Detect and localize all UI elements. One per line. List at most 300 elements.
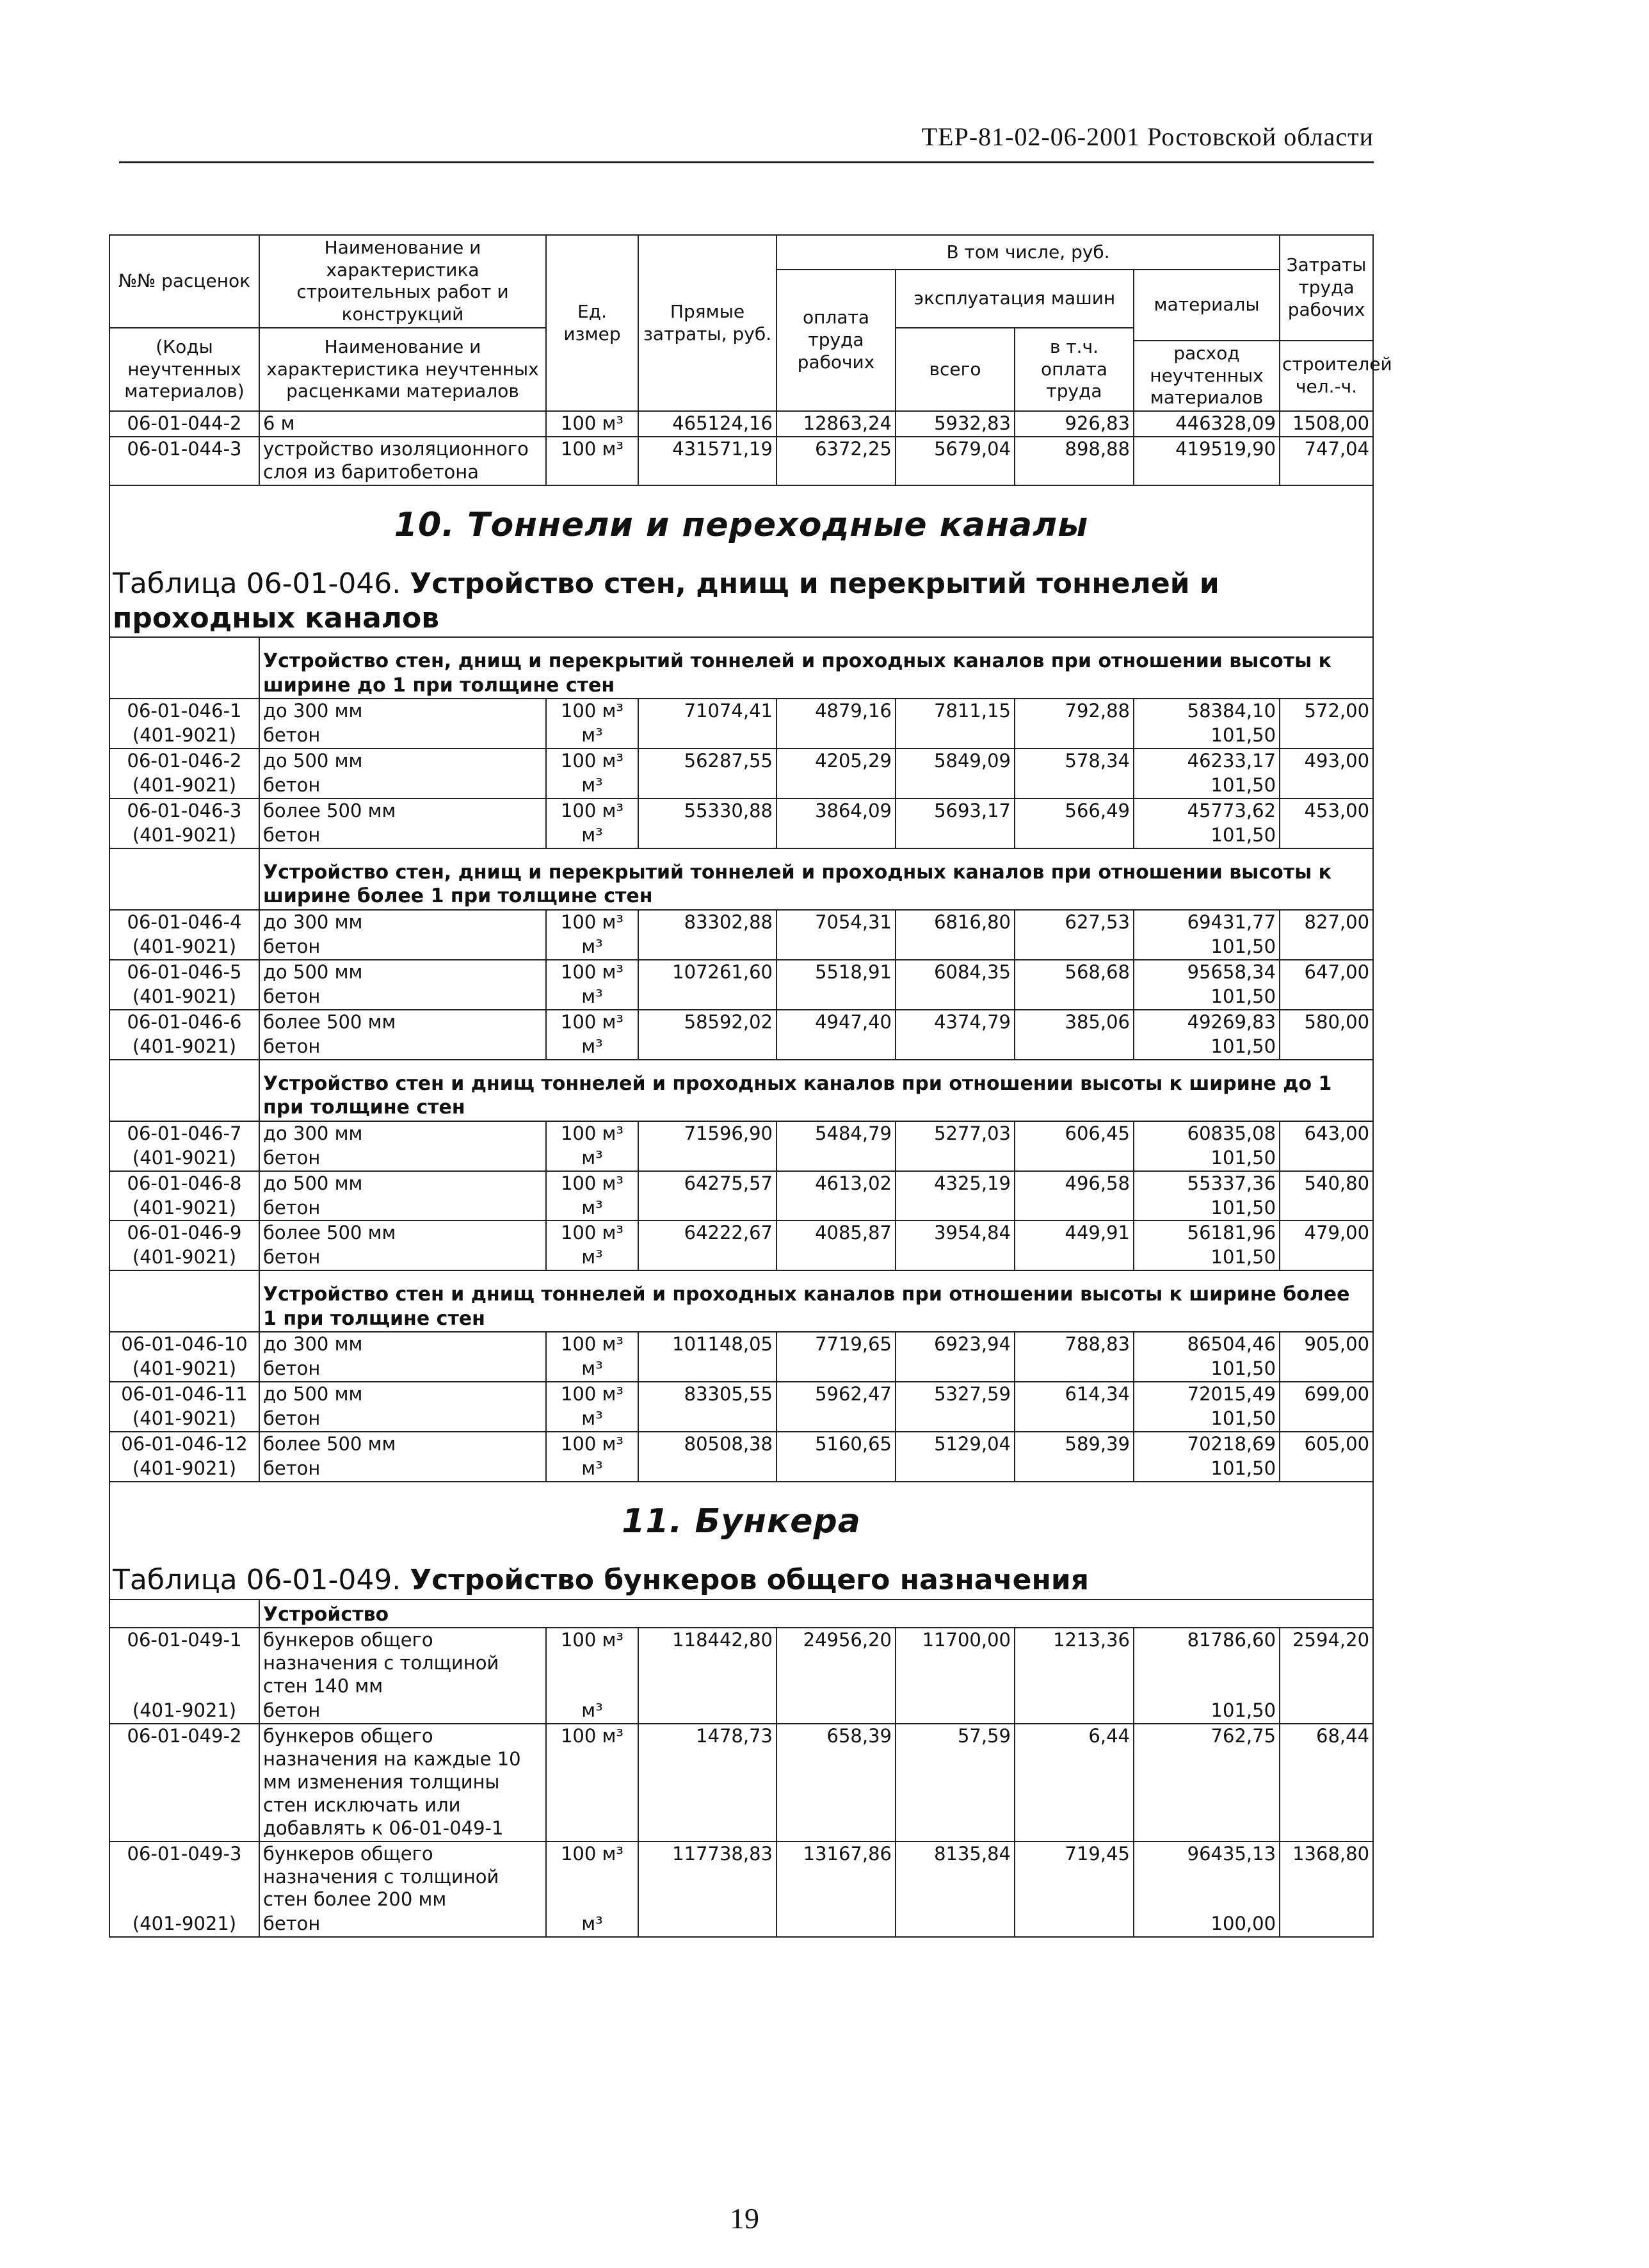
rate-machines-total: 3954,84 [896, 1220, 1015, 1245]
material-unit: м³ [546, 1245, 638, 1270]
rate-labor-pay: 3864,09 [776, 798, 896, 823]
material-unit: м³ [546, 724, 638, 749]
rate-name: до 300 мм [259, 910, 546, 935]
rate-machines-labor: 606,45 [1015, 1121, 1134, 1146]
rate-code: 06-01-046-8 [109, 1171, 259, 1196]
empty-cell [1015, 935, 1134, 960]
rate-code: 06-01-046-7 [109, 1121, 259, 1146]
rate-materials: 81786,60 [1134, 1628, 1280, 1699]
rate-name: бункеров общего назначения на каждые 10 мм изменения толщины стен исключать или добавлять к 06-01-049-1 [259, 1724, 546, 1842]
table-name: Устройство стен, днищ и перекрытий тоннелей и проходных каналов [113, 567, 1219, 635]
empty-cell [638, 1357, 776, 1382]
rate-direct-cost: 83305,55 [638, 1382, 776, 1407]
empty-cell [1280, 1457, 1373, 1482]
rate-machines-labor: 719,45 [1015, 1842, 1134, 1913]
rate-direct-cost: 58592,02 [638, 1010, 776, 1035]
rate-machines-labor: 788,83 [1015, 1332, 1134, 1357]
col-code2-header: (Коды неучтенных материалов) [109, 328, 259, 411]
col-name-header: Наименование и характеристика строительных работ и конструкций [259, 235, 546, 328]
rate-machines-total: 4325,19 [896, 1171, 1015, 1196]
rate-labor-hours: 493,00 [1280, 749, 1373, 774]
group-heading: Устройство стен, днищ и перекрытий тоннелей и проходных каналов при отношении высоты к ширине до 1 при толщине стен [259, 637, 1373, 699]
material-row [109, 1357, 1373, 1382]
group-heading-row [109, 848, 1373, 910]
material-code: (401-9021) [109, 1146, 259, 1171]
rate-machines-total: 4374,79 [896, 1010, 1015, 1035]
empty-cell [638, 1035, 776, 1060]
empty-cell [1280, 823, 1373, 848]
rate-labor-pay: 5962,47 [776, 1382, 896, 1407]
rate-direct-cost: 56287,55 [638, 749, 776, 774]
material-quantity: 100,00 [1134, 1912, 1280, 1937]
empty-cell [776, 1407, 896, 1432]
empty-cell [896, 1035, 1015, 1060]
material-row [109, 1196, 1373, 1221]
empty-cell [776, 1146, 896, 1171]
rate-machines-total: 5277,03 [896, 1121, 1015, 1146]
material-name: бетон [259, 823, 546, 848]
rate-name: бункеров общего назначения с толщиной стен более 200 мм [259, 1842, 546, 1913]
empty-cell [1280, 1407, 1373, 1432]
rate-machines-labor: 566,49 [1015, 798, 1134, 823]
rate-labor-pay: 4085,87 [776, 1220, 896, 1245]
empty-cell [1280, 1196, 1373, 1221]
rate-code: 06-01-049-1 [109, 1628, 259, 1699]
rate-machines-total: 11700,00 [896, 1628, 1015, 1699]
rate-machines-total: 5129,04 [896, 1432, 1015, 1457]
rate-machines-total: 5693,17 [896, 798, 1015, 823]
rate-machines-total: 6084,35 [896, 960, 1015, 985]
rate-labor-pay: 658,39 [776, 1724, 896, 1842]
rate-name: до 300 мм [259, 1121, 546, 1146]
rate-materials: 45773,62 [1134, 798, 1280, 823]
rate-code: 06-01-046-1 [109, 699, 259, 724]
rate-labor-hours: 572,00 [1280, 699, 1373, 724]
material-name: бетон [259, 724, 546, 749]
table-row [109, 798, 1373, 823]
empty-cell [776, 1245, 896, 1270]
group-heading-row [109, 1270, 1373, 1332]
rate-code: 06-01-049-2 [109, 1724, 259, 1842]
rate-machines-labor: 385,06 [1015, 1010, 1134, 1035]
material-code: (401-9021) [109, 1912, 259, 1937]
material-name: бетон [259, 1146, 546, 1171]
empty-cell [776, 1357, 896, 1382]
rate-labor-hours: 747,04 [1280, 437, 1373, 485]
rate-labor-hours: 540,80 [1280, 1171, 1373, 1196]
material-unit: м³ [546, 823, 638, 848]
empty-cell [1015, 724, 1134, 749]
rate-machines-labor: 578,34 [1015, 749, 1134, 774]
material-unit: м³ [546, 774, 638, 798]
rate-name: более 500 мм [259, 1432, 546, 1457]
empty-cell [896, 1457, 1015, 1482]
table-title-row [109, 564, 1373, 637]
rate-labor-hours: 905,00 [1280, 1332, 1373, 1357]
empty-cell [1280, 1357, 1373, 1382]
section-title: 10. Тоннели и переходные каналы [394, 505, 1089, 544]
rate-labor-pay: 6372,25 [776, 437, 896, 485]
rate-machines-labor: 568,68 [1015, 960, 1134, 985]
rate-name: до 500 мм [259, 1171, 546, 1196]
rate-unit: 100 м³ [546, 1432, 638, 1457]
empty-cell [1280, 1245, 1373, 1270]
material-code: (401-9021) [109, 1035, 259, 1060]
material-row [109, 774, 1373, 798]
running-header [119, 117, 1374, 163]
rate-code: 06-01-046-12 [109, 1432, 259, 1457]
rate-code: 06-01-046-4 [109, 910, 259, 935]
material-quantity: 101,50 [1134, 1245, 1280, 1270]
rate-name: до 500 мм [259, 1382, 546, 1407]
rate-labor-pay: 13167,86 [776, 1842, 896, 1913]
rate-direct-cost: 83302,88 [638, 910, 776, 935]
rate-materials: 58384,10 [1134, 699, 1280, 724]
material-row [109, 1035, 1373, 1060]
col-incl-header: В том числе, руб. [776, 235, 1280, 270]
empty-cell [776, 1196, 896, 1221]
rate-direct-cost: 55330,88 [638, 798, 776, 823]
rate-labor-hours: 647,00 [1280, 960, 1373, 985]
material-row [109, 935, 1373, 960]
material-quantity: 101,50 [1134, 985, 1280, 1010]
rate-direct-cost: 107261,60 [638, 960, 776, 985]
table-row [109, 437, 1373, 485]
rate-machines-labor: 496,58 [1015, 1171, 1134, 1196]
group-heading: Устройство [259, 1600, 1373, 1628]
rate-direct-cost: 1478,73 [638, 1724, 776, 1842]
rate-direct-cost: 71074,41 [638, 699, 776, 724]
rate-unit: 100 м³ [546, 1724, 638, 1842]
rate-code: 06-01-046-5 [109, 960, 259, 985]
table-header [109, 235, 1392, 411]
material-quantity: 101,50 [1134, 774, 1280, 798]
empty-cell [1015, 1912, 1134, 1937]
empty-cell [638, 985, 776, 1010]
material-quantity: 101,50 [1134, 724, 1280, 749]
material-row [109, 1407, 1373, 1432]
rate-unit: 100 м³ [546, 1121, 638, 1146]
empty-cell [1280, 935, 1373, 960]
material-row [109, 1146, 1373, 1171]
group-heading: Устройство стен и днищ тоннелей и проходных каналов при отношении высоты к ширине более 1 при толщине стен [259, 1270, 1373, 1332]
material-quantity: 101,50 [1134, 935, 1280, 960]
col-unit-header: Ед. измер [546, 235, 638, 411]
empty-cell [1015, 823, 1134, 848]
rate-machines-labor: 614,34 [1015, 1382, 1134, 1407]
rate-labor-hours: 1508,00 [1280, 411, 1373, 437]
empty-cell [638, 823, 776, 848]
table-title-cell [109, 1560, 1373, 1600]
material-code: (401-9021) [109, 1457, 259, 1482]
material-code: (401-9021) [109, 1196, 259, 1221]
rate-labor-pay: 4205,29 [776, 749, 896, 774]
group-heading-row [109, 637, 1373, 699]
material-quantity: 101,50 [1134, 1457, 1280, 1482]
empty-cell [1015, 1245, 1134, 1270]
rate-code: 06-01-044-2 [109, 411, 259, 437]
rate-materials: 419519,90 [1134, 437, 1280, 485]
col-materials-header: материалы [1134, 270, 1280, 341]
rate-direct-cost: 64275,57 [638, 1171, 776, 1196]
rate-machines-labor: 792,88 [1015, 699, 1134, 724]
rate-labor-pay: 24956,20 [776, 1628, 896, 1699]
rate-code: 06-01-046-6 [109, 1010, 259, 1035]
rate-direct-cost: 465124,16 [638, 411, 776, 437]
empty-cell [776, 1457, 896, 1482]
section-title-cell [109, 1482, 1373, 1560]
material-row [109, 1912, 1373, 1937]
rate-materials: 69431,77 [1134, 910, 1280, 935]
table-row [109, 1332, 1373, 1357]
material-name: бетон [259, 935, 546, 960]
rate-materials: 96435,13 [1134, 1842, 1280, 1913]
table-id: Таблица 06-01-046. [113, 567, 401, 600]
empty-cell [1280, 724, 1373, 749]
empty-cell [896, 774, 1015, 798]
rate-code: 06-01-046-10 [109, 1332, 259, 1357]
empty-cell [896, 1196, 1015, 1221]
rate-direct-cost: 64222,67 [638, 1220, 776, 1245]
empty-cell [896, 1407, 1015, 1432]
rate-unit: 100 м³ [546, 1010, 638, 1035]
rate-materials: 55337,36 [1134, 1171, 1280, 1196]
group-heading: Устройство стен и днищ тоннелей и проходных каналов при отношении высоты к ширине до 1 при толщине стен [259, 1060, 1373, 1121]
rate-unit: 100 м³ [546, 960, 638, 985]
rate-name: более 500 мм [259, 1010, 546, 1035]
rate-labor-pay: 7054,31 [776, 910, 896, 935]
empty-cell [1015, 1196, 1134, 1221]
rate-labor-hours: 479,00 [1280, 1220, 1373, 1245]
material-row [109, 823, 1373, 848]
rate-labor-hours: 643,00 [1280, 1121, 1373, 1146]
rate-unit: 100 м³ [546, 1382, 638, 1407]
rate-unit: 100 м³ [546, 1628, 638, 1699]
rate-machines-total: 5932,83 [896, 411, 1015, 437]
rate-materials: 72015,49 [1134, 1382, 1280, 1407]
empty-cell [1015, 774, 1134, 798]
col-machines-header: эксплуатация машин [896, 270, 1134, 328]
material-unit: м³ [546, 1912, 638, 1937]
empty-cell [638, 1146, 776, 1171]
empty-cell [896, 1146, 1015, 1171]
empty-cell [776, 1912, 896, 1937]
empty-cell [1280, 985, 1373, 1010]
table-row [109, 699, 1373, 724]
rate-materials: 95658,34 [1134, 960, 1280, 985]
material-unit: м³ [546, 1146, 638, 1171]
section-title-row [109, 1482, 1373, 1560]
rate-code: 06-01-046-9 [109, 1220, 259, 1245]
rate-materials: 86504,46 [1134, 1332, 1280, 1357]
material-unit: м³ [546, 1357, 638, 1382]
col-name2-header: Наименование и характеристика неучтенных расценками материалов [259, 328, 546, 411]
rate-name: устройство изоляционного слоя из баритобетона [259, 437, 546, 485]
empty-cell [1015, 1035, 1134, 1060]
material-unit: м³ [546, 935, 638, 960]
empty-cell [1015, 1146, 1134, 1171]
material-name: бетон [259, 1912, 546, 1937]
rate-materials: 49269,83 [1134, 1010, 1280, 1035]
empty-cell [776, 774, 896, 798]
material-code: (401-9021) [109, 1245, 259, 1270]
rate-materials: 56181,96 [1134, 1220, 1280, 1245]
material-unit: м³ [546, 1457, 638, 1482]
rate-machines-total: 6923,94 [896, 1332, 1015, 1357]
section-title: 11. Бункера [622, 1502, 861, 1541]
empty-cell [638, 774, 776, 798]
rate-direct-cost: 71596,90 [638, 1121, 776, 1146]
rate-unit: 100 м³ [546, 1171, 638, 1196]
empty-cell [1280, 1912, 1373, 1937]
empty-cell [109, 1600, 259, 1628]
table-row [109, 1628, 1373, 1699]
table-id: Таблица 06-01-049. [113, 1564, 401, 1597]
rate-machines-labor: 1213,36 [1015, 1628, 1134, 1699]
material-name: бетон [259, 1457, 546, 1482]
empty-cell [638, 935, 776, 960]
material-unit: м³ [546, 1407, 638, 1432]
material-code: (401-9021) [109, 1357, 259, 1382]
empty-cell [896, 985, 1015, 1010]
table-row [109, 411, 1373, 437]
material-unit: м³ [546, 985, 638, 1010]
rate-direct-cost: 101148,05 [638, 1332, 776, 1357]
empty-cell [638, 1407, 776, 1432]
empty-cell [638, 1196, 776, 1221]
material-quantity: 101,50 [1134, 1357, 1280, 1382]
rate-machines-labor: 449,91 [1015, 1220, 1134, 1245]
material-row [109, 1699, 1373, 1724]
material-code: (401-9021) [109, 774, 259, 798]
document-reference: ТЕР-81-02-06-2001 Ростовской области [921, 122, 1374, 151]
rate-labor-pay: 5160,65 [776, 1432, 896, 1457]
rate-labor-pay: 5518,91 [776, 960, 896, 985]
empty-cell [896, 935, 1015, 960]
page-number: 19 [730, 2202, 759, 2235]
col-labor-header: оплата труда рабочих [776, 270, 896, 411]
rate-code: 06-01-049-3 [109, 1842, 259, 1913]
rate-machines-total: 8135,84 [896, 1842, 1015, 1913]
rate-name: до 300 мм [259, 699, 546, 724]
material-unit: м³ [546, 1035, 638, 1060]
empty-cell [776, 935, 896, 960]
rate-unit: 100 м³ [546, 910, 638, 935]
col-mach-labor-header: в т.ч. оплата труда [1015, 328, 1134, 411]
rate-labor-pay: 4613,02 [776, 1171, 896, 1196]
col-code-header: №№ расценок [109, 235, 259, 328]
rate-labor-hours: 2594,20 [1280, 1628, 1373, 1699]
rate-direct-cost: 118442,80 [638, 1628, 776, 1699]
material-row [109, 985, 1373, 1010]
rate-labor-pay: 5484,79 [776, 1121, 896, 1146]
empty-cell [638, 1245, 776, 1270]
empty-cell [1015, 1699, 1134, 1724]
table-name: Устройство бункеров общего назначения [410, 1564, 1089, 1597]
table-row [109, 1382, 1373, 1407]
empty-cell [109, 637, 259, 699]
col-unaccounted-header: расход неучтенных материалов [1134, 341, 1280, 411]
material-name: бетон [259, 1196, 546, 1221]
material-unit: м³ [546, 1196, 638, 1221]
empty-cell [776, 985, 896, 1010]
rate-name: до 300 мм [259, 1332, 546, 1357]
rate-name: более 500 мм [259, 798, 546, 823]
material-name: бетон [259, 1357, 546, 1382]
empty-cell [1280, 1146, 1373, 1171]
rate-labor-hours: 68,44 [1280, 1724, 1373, 1842]
rate-direct-cost: 117738,83 [638, 1842, 776, 1913]
rate-direct-cost: 431571,19 [638, 437, 776, 485]
col-cost-header: Затраты труда рабочих [1280, 235, 1373, 341]
rate-unit: 100 м³ [546, 749, 638, 774]
empty-cell [896, 1245, 1015, 1270]
empty-cell [776, 1035, 896, 1060]
rate-labor-pay: 7719,65 [776, 1332, 896, 1357]
empty-cell [896, 724, 1015, 749]
rate-name: до 500 мм [259, 749, 546, 774]
empty-cell [109, 1060, 259, 1121]
rate-code: 06-01-044-3 [109, 437, 259, 485]
section-title-cell [109, 485, 1373, 564]
material-code: (401-9021) [109, 1699, 259, 1724]
rate-materials: 70218,69 [1134, 1432, 1280, 1457]
rate-machines-total: 5849,09 [896, 749, 1015, 774]
empty-cell [1015, 1457, 1134, 1482]
table-row [109, 1121, 1373, 1146]
material-quantity: 101,50 [1134, 1035, 1280, 1060]
empty-cell [776, 823, 896, 848]
empty-cell [638, 1912, 776, 1937]
material-quantity: 101,50 [1134, 1407, 1280, 1432]
col-direct-header: Прямые затраты, руб. [638, 235, 776, 411]
material-code: (401-9021) [109, 823, 259, 848]
material-code: (401-9021) [109, 724, 259, 749]
material-row [109, 1457, 1373, 1482]
table-row [109, 1171, 1373, 1196]
rate-machines-total: 6816,80 [896, 910, 1015, 935]
rate-materials: 46233,17 [1134, 749, 1280, 774]
empty-cell [1015, 985, 1134, 1010]
material-quantity: 101,50 [1134, 1146, 1280, 1171]
material-name: бетон [259, 774, 546, 798]
rate-machines-labor: 627,53 [1015, 910, 1134, 935]
material-quantity: 101,50 [1134, 1196, 1280, 1221]
material-row [109, 1245, 1373, 1270]
rate-name: до 500 мм [259, 960, 546, 985]
rate-code: 06-01-046-11 [109, 1382, 259, 1407]
rate-machines-total: 7811,15 [896, 699, 1015, 724]
rate-labor-hours: 453,00 [1280, 798, 1373, 823]
rate-labor-pay: 4879,16 [776, 699, 896, 724]
empty-cell [1280, 1035, 1373, 1060]
table-title-cell [109, 564, 1373, 637]
group-heading-row [109, 1600, 1373, 1628]
rate-unit: 100 м³ [546, 411, 638, 437]
empty-cell [896, 1912, 1015, 1937]
rate-unit: 100 м³ [546, 1842, 638, 1913]
empty-cell [776, 1699, 896, 1724]
rate-labor-hours: 1368,80 [1280, 1842, 1373, 1913]
material-quantity: 101,50 [1134, 823, 1280, 848]
material-row [109, 724, 1373, 749]
rate-name: более 500 мм [259, 1220, 546, 1245]
rate-machines-total: 57,59 [896, 1724, 1015, 1842]
rate-code: 06-01-046-2 [109, 749, 259, 774]
empty-cell [1280, 774, 1373, 798]
material-code: (401-9021) [109, 935, 259, 960]
rate-materials: 60835,08 [1134, 1121, 1280, 1146]
